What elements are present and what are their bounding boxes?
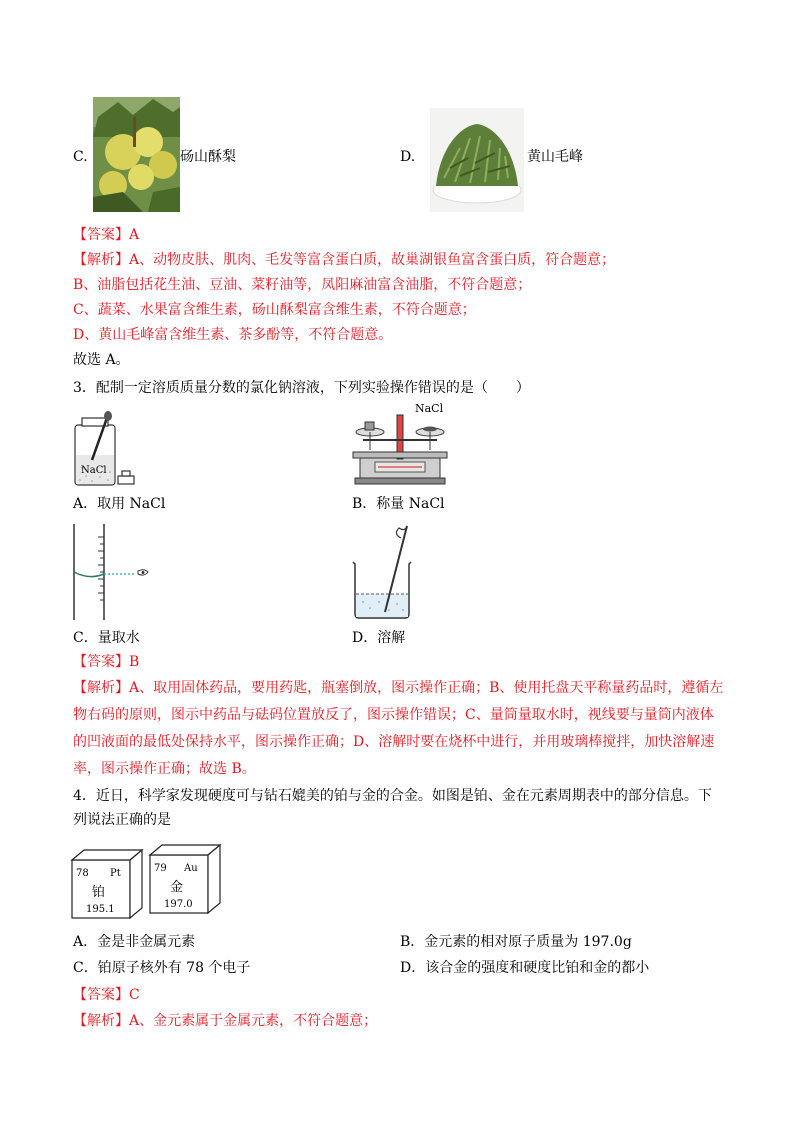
pt-symbol: Pt [110, 868, 121, 879]
q4-stem-line-2: 列说法正确的是 [73, 812, 171, 828]
pear-photo [93, 97, 180, 212]
q2-analysis-line-1 [73, 250, 615, 270]
q4-stem-line-1: 4．近日，科学家发现硬度可与钻石媲美的铂与金的合金。如图是铂、金在元素周期表中的部分信息。下 [73, 788, 712, 804]
answer-tag: 【答案】 [73, 987, 129, 1003]
q4-option-a: A．金是非金属元素 [73, 934, 196, 950]
q2-answer [73, 225, 139, 245]
q2-analysis-line-2: B、油脂包括花生油、豆油、菜籽油等，凤阳麻油富含油脂，不符合题意； [73, 277, 532, 293]
jar-label: NaCl [81, 465, 107, 476]
q4-option-d: D．该合金的强度和硬度比铂和金的都小 [400, 960, 650, 976]
analysis-text: A、金元素属于金属元素，不符合题意； [129, 1013, 378, 1029]
answer-value: B [129, 654, 140, 670]
balance-label: NaCl [415, 402, 444, 415]
au-number: 79 [154, 863, 167, 874]
q2-option-c-letter: C. [73, 149, 88, 165]
q2-analysis-line-3: C、蔬菜、水果富含维生素，砀山酥梨富含维生素，不符合题意； [73, 302, 476, 318]
figure-weigh-nacl [345, 400, 455, 488]
q3-analysis-line-4: 率，图示操作正确；故选 B。 [73, 761, 256, 777]
q2-option-d-letter: D. [400, 149, 416, 165]
element-cube-au [148, 843, 224, 915]
analysis-tag: 【解析】 [73, 1013, 129, 1029]
answer-value: C [129, 987, 140, 1003]
q3-analysis-line-1 [73, 678, 723, 698]
q3-option-d: D．溶解 [352, 630, 406, 646]
q3-answer [73, 652, 139, 672]
q3-analysis-line-2: 物右码的原则，图示中药品与砝码位置放反了，图示操作错误；C、量筒量取水时，视线要与量筒内液体 [73, 707, 714, 723]
q4-analysis-line-1 [73, 1011, 377, 1031]
pt-name: 铂 [92, 885, 106, 900]
au-mass: 197.0 [164, 899, 193, 910]
analysis-text: A、取用固体药品，要用药匙，瓶塞倒放，图示操作正确；B、使用托盘天平称量药品时，遵循左 [129, 680, 724, 696]
q2-conclusion: 故选 A。 [73, 352, 130, 368]
analysis-tag: 【解析】 [73, 252, 129, 268]
answer-value: A [129, 227, 140, 243]
figure-dissolve [345, 522, 425, 622]
q4-answer [73, 985, 140, 1005]
answer-tag: 【答案】 [73, 654, 129, 670]
q3-stem: 3．配制一定溶质质量分数的氯化钠溶液，下列实验操作错误的是（ ） [73, 380, 530, 396]
element-cube-pt [70, 848, 146, 920]
tea-photo [430, 108, 524, 212]
q4-option-c: C．铂原子核外有 78 个电子 [73, 960, 251, 976]
pt-number: 78 [76, 868, 89, 879]
figure-measure-water [68, 522, 158, 622]
q4-option-b: B．金元素的相对原子质量为 197.0g [400, 934, 632, 950]
pt-mass: 195.1 [86, 904, 115, 915]
q3-option-a: A．取用 NaCl [73, 496, 166, 512]
au-symbol: Au [184, 863, 198, 874]
figure-take-nacl [70, 410, 150, 490]
answer-tag: 【答案】 [73, 227, 129, 243]
analysis-tag: 【解析】 [73, 680, 129, 696]
analysis-text: A、动物皮肤、肌肉、毛发等富含蛋白质，故巢湖银鱼富含蛋白质，符合题意； [129, 252, 616, 268]
q2-analysis-line-4: D、黄山毛峰富含维生素、茶多酚等，不符合题意。 [73, 327, 393, 343]
au-name: 金 [170, 880, 184, 895]
q2-option-d-label: 黄山毛峰 [527, 149, 583, 165]
q3-option-b: B．称量 NaCl [352, 496, 445, 512]
q3-option-c: C．量取水 [73, 630, 140, 646]
q3-analysis-line-3: 的凹液面的最低处保持水平，图示操作正确；D、溶解时要在烧杯中进行，并用玻璃棒搅拌，加快溶解速 [73, 734, 715, 750]
q2-option-c-label: 砀山酥梨 [180, 149, 236, 165]
